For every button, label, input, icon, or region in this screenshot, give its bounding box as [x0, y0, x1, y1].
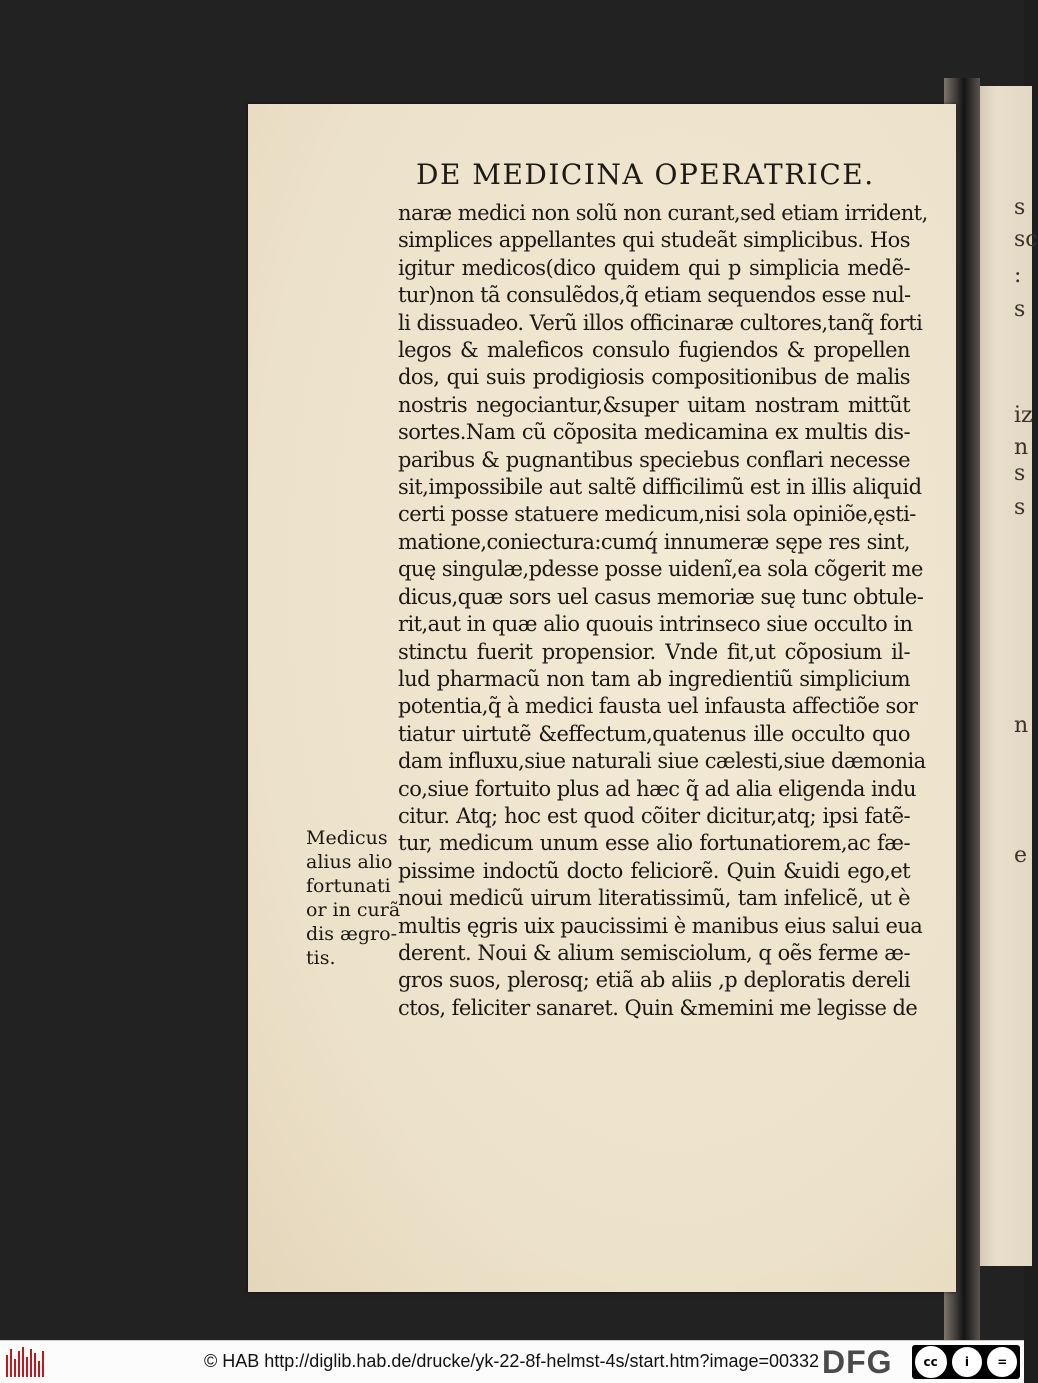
text-line: li dissuadeo. Verũ illos officinaræ cultores,tanq̃ forti [398, 310, 923, 335]
text-line: derent. Noui & alium semisciolum, q oẽs ferme æ- [398, 940, 910, 965]
text-line: sit,impossibile aut saltẽ difficilimũ est in illis aliquid [398, 475, 922, 500]
text-line: lud pharmacũ non tam ab ingredientiũ simplicium [398, 666, 910, 691]
facing-page-glyph: s [1014, 461, 1026, 486]
marginal-note [306, 826, 402, 970]
text-line: simplices appellantes qui studeãt simplicibus. Hos [398, 228, 910, 253]
text-line: tur)non tã consulẽdos,q̃ etiam sequendos esse nul- [398, 283, 911, 308]
text-line: noui medicũ uirum literatissimũ, tam infelicẽ, ut è [398, 886, 910, 911]
text-line: tur, medicum unum esse alio fortunatiorem,ac fæ- [398, 831, 910, 856]
cc-license-badge[interactable] [912, 1345, 1020, 1379]
text-line: co,siue fortuito plus ad hæc q̃ ad alia eligenda indu [398, 776, 916, 801]
text-line: nostris negociantur,&super uitam nostram mittũt [398, 392, 910, 417]
text-line: naræ medici non solũ non curant,sed etiam irrident, [398, 201, 928, 225]
marginal-line: or in curã [306, 899, 401, 921]
text-line: igitur medicos(dico quidem qui p simplicia medẽ- [398, 255, 910, 280]
text-line: certi posse statuere medicum,nisi sola opiniõe,ęsti- [398, 502, 916, 527]
facing-page-glyph: iz [1014, 403, 1033, 428]
text-line: sortes.Nam cũ cõposita medicamina ex multis dis- [398, 420, 910, 445]
text-line: ctos, feliciter sanaret. Quin &memini me legisse de [398, 995, 918, 1020]
facing-page-glyph: s [1014, 195, 1026, 220]
facing-page-edge [972, 86, 1038, 1266]
text-line: tiatur uirtutẽ &effectum,quatenus ille occulto quo [398, 721, 910, 746]
text-line: pissime indoctũ docto feliciorẽ. Quin &uidi ego,et [398, 858, 910, 883]
dfg-logo: DFG [822, 1344, 893, 1380]
source-link[interactable]: © HAB http://diglib.hab.de/drucke/yk-22-8f-helmst-4s/start.htm?image=00332 [204, 1351, 820, 1371]
text-line: quę singulæ,pdesse posse uidenĩ,ea sola cõgerit me [398, 557, 923, 582]
book-page [248, 104, 956, 1292]
marginal-line: alius alio [306, 851, 393, 873]
marginal-line: Medicus [306, 827, 388, 849]
marginal-line: fortunati [306, 875, 391, 897]
text-line: potentia,q̃ à medici fausta uel infausta affectiõe sor [398, 694, 918, 719]
facing-page-glyph: s [1014, 495, 1026, 520]
facing-page-glyph: e [1014, 843, 1028, 868]
attribution-icon: i [952, 1347, 982, 1377]
text-line: dos, qui suis prodigiosis compositionibus de malis [398, 365, 910, 390]
text-line: dam influxu,siue naturali siue cælesti,siue dæmonia [398, 749, 926, 774]
facing-page-glyph: : [1014, 263, 1022, 288]
footer-bar [0, 1340, 1024, 1383]
cc-icon: cc [915, 1346, 947, 1378]
text-line: rit,aut in quæ alio quouis intrinseco siue occulto in [398, 612, 913, 637]
facing-page-glyph: sc [1014, 227, 1038, 252]
marginal-line: tis. [306, 947, 336, 969]
body-text [398, 200, 928, 1022]
facing-page-glyph: n [1014, 713, 1029, 738]
marginal-line: dis ægro- [306, 923, 397, 945]
text-line: paribus & pugnantibus speciebus conflari necesse [398, 447, 910, 472]
text-line: citur. Atq; hoc est quod cõiter dicitur,atq; ipsi fatẽ- [398, 803, 910, 828]
text-line: dicus,quæ sors uel casus memoriæ suę tunc obtule- [398, 584, 924, 609]
hab-logo-icon [6, 1347, 46, 1377]
share-alike-icon: = [987, 1347, 1017, 1377]
facing-page-glyph: n [1014, 435, 1029, 460]
text-line: gros suos, plerosq; etiã ab aliis ,p deploratis dereli [398, 968, 910, 993]
text-line: stinctu fuerit propensior. Vnde fit,ut cõposium il- [398, 639, 910, 664]
running-head: DE MEDICINA OPERATRICE. [416, 158, 875, 191]
text-line: multis ęgris uix paucissimi è manibus eius salui eua [398, 913, 923, 938]
text-line: legos & maleficos consulo fugiendos & propellen [398, 338, 910, 363]
facing-page-glyph: s [1014, 297, 1026, 322]
text-line: matione,coniectura:cumq́ innumeræ sępe res sint, [398, 529, 910, 554]
